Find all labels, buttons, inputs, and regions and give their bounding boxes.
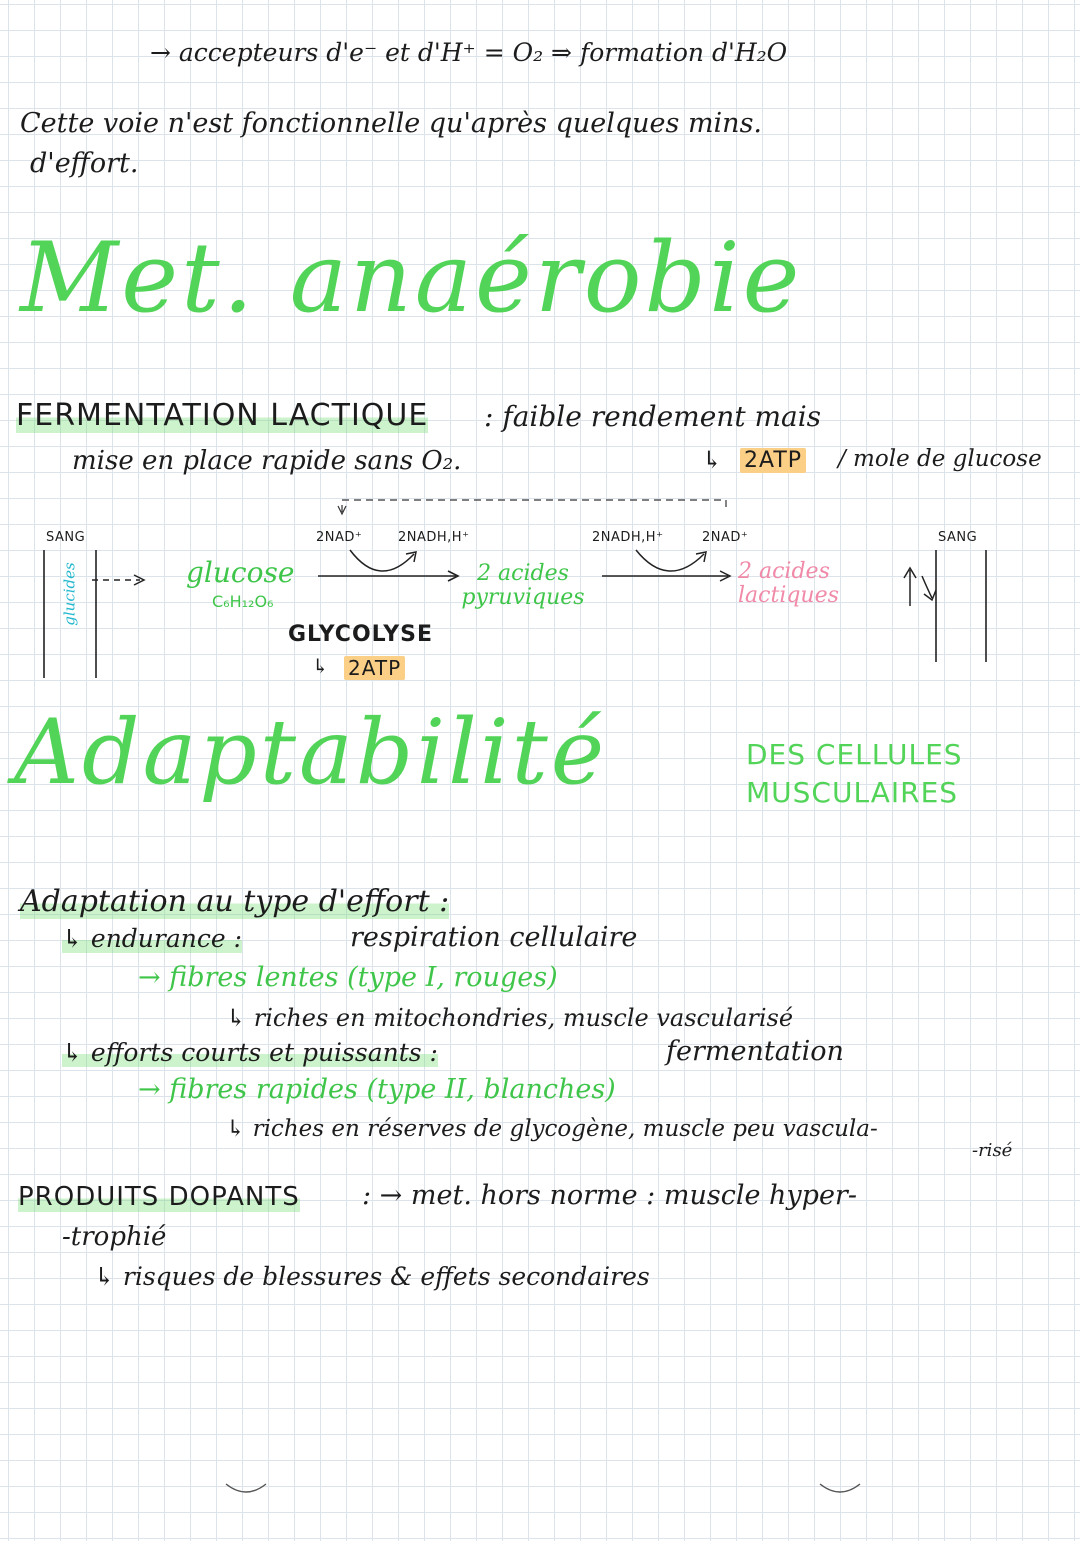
aerobie-acceptor-line: → accepteurs d'e⁻ et d'H⁺ = O₂ ⇒ formation d'H₂O xyxy=(150,38,788,67)
page-title-anaerobie: Met. anaérobie xyxy=(20,222,803,334)
nad-out-2: 2NAD⁺ xyxy=(702,530,749,545)
glycolyse-atp-label: 2ATP xyxy=(344,656,405,680)
fermentation-line-2: mise en place rapide sans O₂. xyxy=(72,446,462,476)
fermentation-heading-label: FERMENTATION LACTIQUE xyxy=(16,398,429,433)
endurance-text: respiration cellulaire xyxy=(350,922,638,953)
pyruvic-acids: 2 acides pyruviques xyxy=(461,561,585,610)
adaptabilite-subtitle-1: DES CELLULES xyxy=(746,738,963,771)
glycolyse-atp-badge xyxy=(344,656,405,680)
dopants-line-3: ↳ risques de blessures & effets secondaires xyxy=(94,1262,650,1291)
glucides-label: glucides xyxy=(60,562,79,626)
lactic-acids: 2 acides lactiques xyxy=(738,559,839,608)
fermentation-heading-text: : faible rendement mais xyxy=(484,400,822,433)
fibres-lentes: → fibres lentes (type I, rouges) xyxy=(138,962,558,993)
adaptation-intro xyxy=(20,884,449,919)
fibres-rapides: → fibres rapides (type II, blanches) xyxy=(138,1074,616,1105)
glucose-formula: C₆H₁₂O₆ xyxy=(212,592,274,611)
dopants-text: : → met. hors norme : muscle hyper- xyxy=(362,1180,857,1211)
efforts-courts-text: fermentation xyxy=(666,1036,844,1067)
efforts-courts-label xyxy=(62,1038,438,1067)
adaptation-intro-text: Adaptation au type d'effort : xyxy=(20,884,450,919)
atp-badge xyxy=(740,448,806,473)
endurance-label-text: ↳ endurance : xyxy=(62,924,243,953)
glucose-label: glucose xyxy=(186,556,295,589)
sang-left-label: SANG xyxy=(46,530,86,545)
atp-hint-arrow: ↳ xyxy=(702,446,723,474)
dopants-line-2: -trophié xyxy=(62,1222,167,1252)
fibres-rapides-detail: ↳ riches en réserves de glycogène, muscle peu vascula- xyxy=(226,1116,878,1142)
page-title-adaptabilite: Adaptabilité xyxy=(14,700,608,805)
nadh-out-1: 2NADH,H⁺ xyxy=(398,530,470,545)
fibres-lentes-detail: ↳ riches en mitochondries, muscle vascularisé xyxy=(226,1004,794,1032)
efforts-courts-label-text: ↳ efforts courts et puissants : xyxy=(62,1038,438,1067)
fibres-rapides-detail-2: -risé xyxy=(972,1140,1013,1161)
atp-badge-label: 2ATP xyxy=(740,448,806,473)
sang-right-label: SANG xyxy=(938,530,978,545)
nad-in-1: 2NAD⁺ xyxy=(316,530,363,545)
nadh-in-2: 2NADH,H⁺ xyxy=(592,530,664,545)
dopants-heading xyxy=(18,1182,300,1212)
aerobie-note-line-1: Cette voie n'est fonctionnelle qu'après quelques mins. xyxy=(20,108,763,139)
aerobie-note-line-2: d'effort. xyxy=(30,148,139,179)
glycolyse-arrow: ↳ xyxy=(312,654,329,678)
glycolyse-label: GLYCOLYSE xyxy=(288,622,434,647)
fermentation-heading xyxy=(16,398,428,433)
adaptabilite-subtitle-2: MUSCULAIRES xyxy=(746,776,959,809)
atp-per-mole: / mole de glucose xyxy=(838,446,1042,472)
dopants-heading-label: PRODUITS DOPANTS xyxy=(18,1182,300,1212)
binder-marks xyxy=(0,1470,1080,1510)
endurance-label xyxy=(62,924,242,953)
